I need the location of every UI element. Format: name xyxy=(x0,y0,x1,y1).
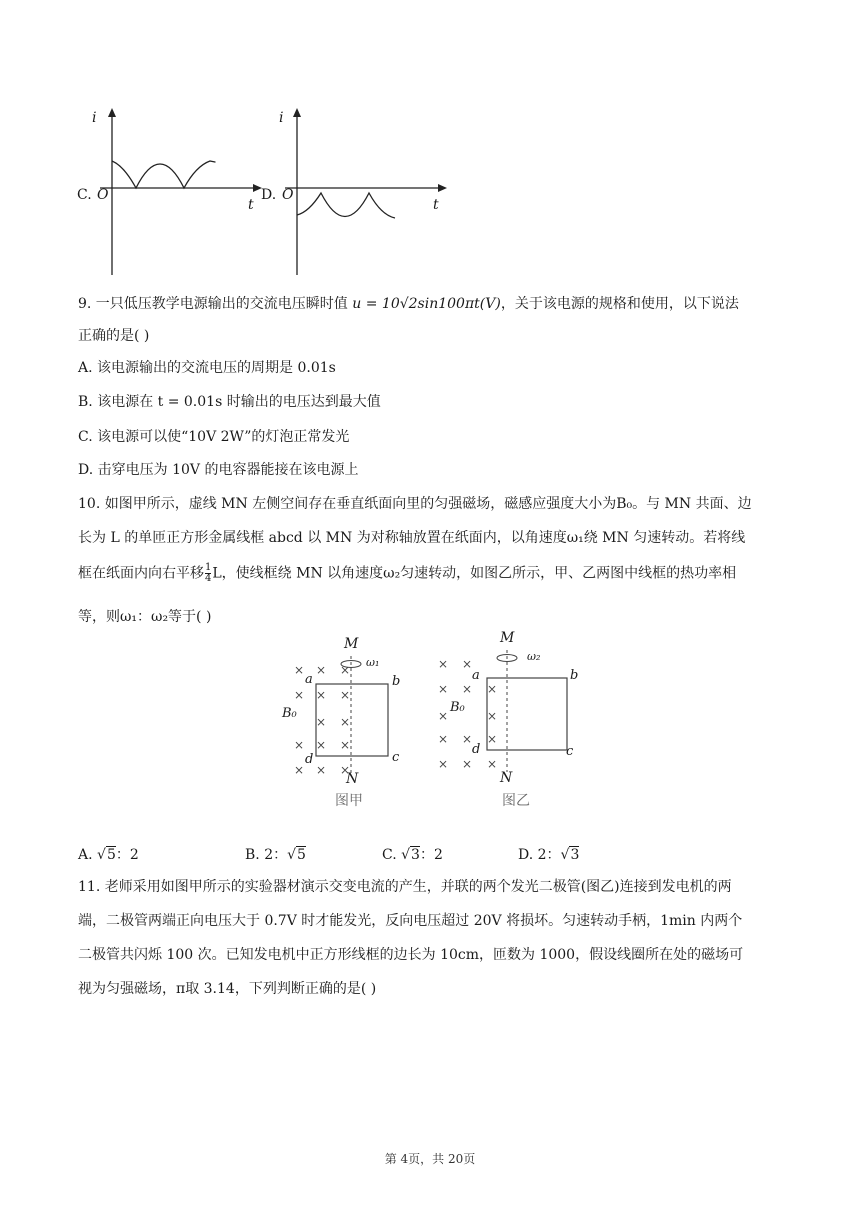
figure-jia xyxy=(280,636,410,814)
svg-text:×: × xyxy=(487,682,498,696)
svg-text:×: × xyxy=(294,663,305,677)
q10-fraction-den: 4 xyxy=(205,573,212,584)
svg-text:×: × xyxy=(438,709,449,723)
figure-jia-svg xyxy=(280,636,410,814)
graph-c xyxy=(70,100,270,280)
svg-text:×: × xyxy=(294,688,305,702)
figure-yi xyxy=(432,630,582,814)
fig-yi-c: c xyxy=(566,744,574,759)
q10-option-d: D. 2：√3 xyxy=(518,847,580,863)
svg-text:×: × xyxy=(438,682,449,696)
q9-stem-line2: 正确的是( ) xyxy=(78,328,150,344)
fig-jia-caption: 图甲 xyxy=(335,793,363,809)
graph-d-label: D. xyxy=(261,187,277,203)
svg-text:×: × xyxy=(316,688,327,702)
q10-option-d-radicand: 3 xyxy=(570,847,580,863)
graph-c-axis-t: t xyxy=(248,197,254,213)
svg-text:×: × xyxy=(294,763,305,777)
svg-text:×: × xyxy=(340,763,351,777)
page-footer: 第 4页，共 20页 xyxy=(384,1152,476,1166)
fig-yi-omega: ω₂ xyxy=(527,650,541,663)
q9-option-b: B. 该电源在 t = 0.01s 时输出的电压达到最大值 xyxy=(78,394,381,410)
q10-option-c-post: ：2 xyxy=(419,847,443,863)
graph-c-label: C. xyxy=(77,187,92,203)
svg-text:×: × xyxy=(462,682,473,696)
svg-text:×: × xyxy=(340,688,351,702)
q10-stem-line4: 等，则ω₁：ω₂等于( ) xyxy=(78,609,212,625)
svg-text:×: × xyxy=(316,715,327,729)
figure-yi-svg xyxy=(432,630,582,814)
fig-yi-N: N xyxy=(500,770,513,786)
graph-d-axis-i: i xyxy=(279,110,284,126)
q10-option-b-label: B. 2： xyxy=(245,847,288,863)
svg-text:×: × xyxy=(462,732,473,746)
q10-option-c-radicand: 3 xyxy=(411,847,420,863)
svg-text:×: × xyxy=(438,657,449,671)
q11-stem-line4: 视为匀强磁场，π取 3.14，下列判断正确的是( ) xyxy=(78,981,377,997)
fig-yi-M: M xyxy=(500,630,515,646)
svg-text:×: × xyxy=(438,732,449,746)
q9-formula: u = 10√2sin100πt(V) xyxy=(352,296,501,312)
svg-text:×: × xyxy=(462,657,473,671)
fig-yi-d: d xyxy=(472,742,481,757)
q9-stem-pre: 9. 一只低压教学电源输出的交流电压瞬时值 xyxy=(78,296,353,312)
graph-c-axis-i: i xyxy=(92,110,97,126)
q10-stem-line3-pre: 框在纸面内向右平移 xyxy=(78,565,204,582)
q9-option-a: A. 该电源输出的交流电压的周期是 0.01s xyxy=(78,360,336,376)
q10-fraction-num: 1 xyxy=(205,562,212,573)
svg-text:×: × xyxy=(316,763,327,777)
q9-option-d: D. 击穿电压为 10V 的电容器能接在该电源上 xyxy=(78,462,359,478)
fig-yi-a: a xyxy=(472,668,480,683)
q9-stem-line1 xyxy=(78,294,739,314)
fig-jia-b: b xyxy=(392,674,401,689)
svg-text:×: × xyxy=(487,757,498,771)
graph-c-origin: O xyxy=(97,187,109,203)
fig-jia-M: M xyxy=(344,636,359,652)
svg-text:×: × xyxy=(340,715,351,729)
svg-text:×: × xyxy=(462,757,473,771)
q10-option-d-label: D. 2： xyxy=(518,847,561,863)
fig-yi-B0: B₀ xyxy=(450,700,465,715)
q10-option-b-radicand: 5 xyxy=(297,847,306,863)
fig-jia-c: c xyxy=(392,750,400,765)
fig-jia-d: d xyxy=(305,752,314,767)
fig-yi-b: b xyxy=(570,668,579,683)
graph-d-axis-t: t xyxy=(433,197,439,213)
svg-text:×: × xyxy=(340,738,351,752)
svg-text:×: × xyxy=(294,738,305,752)
q10-option-a-radicand: 5 xyxy=(106,847,116,863)
q10-option-a-label: A. xyxy=(78,847,98,863)
q10-stem-line1: 10. 如图甲所示，虚线 MN 左侧空间存在垂直纸面向里的匀强磁场，磁感应强度大小为B₀。与 MN 共面、边 xyxy=(78,496,752,512)
q10-option-c: C. √3：2 xyxy=(382,847,443,863)
q10-stem-line3-post: L，使线框绕 MN 以角速度ω₂匀速转动，如图乙所示，甲、乙两图中线框的热功率相 xyxy=(212,565,737,582)
q9-option-c: C. 该电源可以使“10V 2W”的灯泡正常发光 xyxy=(78,429,350,445)
q10-option-b: B. 2：√5 xyxy=(245,847,306,863)
q10-stem-line3 xyxy=(78,563,736,584)
svg-text:×: × xyxy=(438,757,449,771)
fig-jia-a: a xyxy=(305,672,313,687)
fig-jia-omega: ω₁ xyxy=(366,656,380,669)
q10-stem-line2: 长为 L 的单匝正方形金属线框 abcd 以 MN 为对称轴放置在纸面内，以角速度ω₁绕 MN 匀速转动。若将线 xyxy=(78,530,746,546)
fig-jia-N: N xyxy=(346,771,359,787)
graph-d xyxy=(255,100,455,280)
svg-text:×: × xyxy=(487,732,498,746)
q11-stem-line3: 二极管共闪烁 100 次。已知发电机中正方形线框的边长为 10cm，匝数为 1000，假设线圈所在处的磁场可 xyxy=(78,947,744,963)
svg-text:×: × xyxy=(487,709,498,723)
fig-jia-B0: B₀ xyxy=(282,706,297,721)
svg-text:×: × xyxy=(340,663,351,677)
q11-stem-line2: 端，二极管两端正向电压大于 0.7V 时才能发光，反向电压超过 20V 将损坏。匀速转动手柄，1min 内两个 xyxy=(78,913,743,929)
graph-d-origin: O xyxy=(282,187,294,203)
q10-option-a-post: ：2 xyxy=(115,847,139,863)
q10-option-c-label: C. xyxy=(382,847,402,863)
fig-yi-caption: 图乙 xyxy=(502,793,530,809)
svg-text:×: × xyxy=(316,663,327,677)
q9-stem-post: ，关于该电源的规格和使用，以下说法 xyxy=(500,296,739,312)
q10-fraction xyxy=(205,563,211,584)
q11-stem-line1: 11. 老师采用如图甲所示的实验器材演示交变电流的产生，并联的两个发光二极管(图乙)连接到发电机的两 xyxy=(78,879,732,895)
q10-option-a: A. √5：2 xyxy=(78,847,139,863)
svg-text:×: × xyxy=(316,738,327,752)
